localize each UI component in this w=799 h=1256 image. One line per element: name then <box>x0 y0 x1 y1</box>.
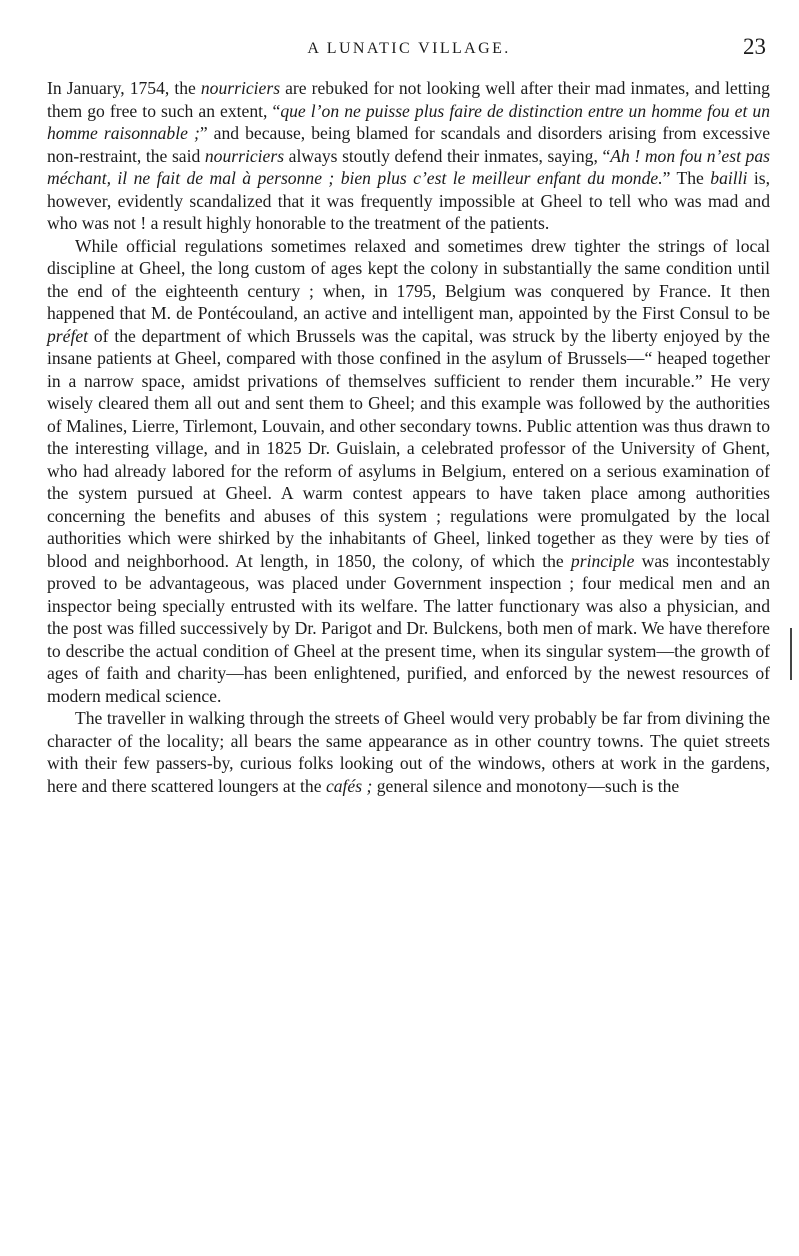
italic-run: nourriciers <box>204 145 285 166</box>
italic-run: principle <box>570 550 635 571</box>
text-run: are rebuked for not looking well after their mad inmates, and letting them go free to such an extent, “ <box>47 78 770 121</box>
text-run: is, however, evidently scandalized that it was frequently impossible at Gheel to tell who was mad and who was not ! a result highly honorable to the treatment of the patients. <box>47 168 770 233</box>
text-run: ” The <box>662 168 711 188</box>
margin-rule <box>790 628 792 680</box>
page-number: 23 <box>743 34 766 59</box>
text-run: While official regulations sometimes relaxed and sometimes drew tighter the strings of local discipline at Gheel, the long custom of ages kept the colony in substantially the same condition until the end of the eighteenth century ; when, in 1795, Belgium was conquered by France. It then happened that M. de Pontécouland, an active and intelligent man, appointed by the First Consul to be <box>47 235 770 323</box>
body-text <box>47 77 770 797</box>
italic-run: bailli <box>710 168 748 188</box>
text-run: In January, 1754, the <box>47 78 201 98</box>
italic-run: que l’on ne puisse plus faire de distinction entre un homme fou et un homme raisonnable ; <box>47 100 771 143</box>
text-run: ” and because, being blamed for scandals and disorders arising from excessive non-restraint, the said <box>47 123 770 166</box>
paragraph-1 <box>47 77 770 235</box>
running-head <box>48 36 770 64</box>
paragraph-3 <box>47 707 770 797</box>
text-run: The traveller in walking through the streets of Gheel would very probably be far from divining the character of the locality; all bears the same appearance as in other country towns. The quiet streets with their few passers-by, curious folks looking out of the windows, others at work in the gardens, here and there scattered loungers at the <box>47 708 770 796</box>
text-run: always stoutly defend their inmates, saying, “ <box>284 145 611 166</box>
italic-run: nourriciers <box>200 78 281 98</box>
text-run: general silence and monotony—such is the <box>372 775 680 796</box>
italic-run: cafés ; <box>325 775 373 796</box>
text-run: of the department of which Brussels was the capital, was struck by the liberty enjoyed by the insane patients at Gheel, compared with those confined in the asylum of Brussels—“ heaped together in a narrow space, amidst privations of themselves sufficient to render them incurable.” He very wisely cleared them all out and sent them to Gheel; and this example was followed by the authorities of Malines, Lierre, Tirlemont, Louvain, and other secondary towns. Public attention was thus drawn to the interesting village, and in 1825 Dr. Guislain, a celebrated professor of the University of Ghent, who had already labored for the reform of asylums in Belgium, entered on a serious examination of the system pursued at Gheel. A warm contest appears to have taken place among authorities concerning the benefits and abuses of this system ; regulations were promulgated by the local authorities which were shirked by the inhabitants of Gheel, linked together as they were by ties of blood and neighborhood. At length, in 1850, the colony, of which the <box>47 325 770 571</box>
paragraph-2 <box>47 235 770 708</box>
italic-run: Ah ! mon fou n’est pas méchant, il ne fait de mal à personne ; bien plus c’est le meilleur enfant du monde. <box>47 145 770 188</box>
running-title: A LUNATIC VILLAGE. <box>307 40 511 57</box>
italic-run: préfet <box>47 325 89 346</box>
text-run: was incontestably proved to be advantageous, was placed under Government inspection ; four medical men and an inspector being specially entrusted with its welfare. The latter functionary was also a physician, and the post was filled successively by Dr. Parigot and Dr. Bulckens, both men of mark. We have therefore to describe the actual condition of Gheel at the present time, when its singular system—the growth of ages of faith and charity—has been enlightened, purified, and enforced by the newest resources of modern medical science. <box>47 550 771 706</box>
